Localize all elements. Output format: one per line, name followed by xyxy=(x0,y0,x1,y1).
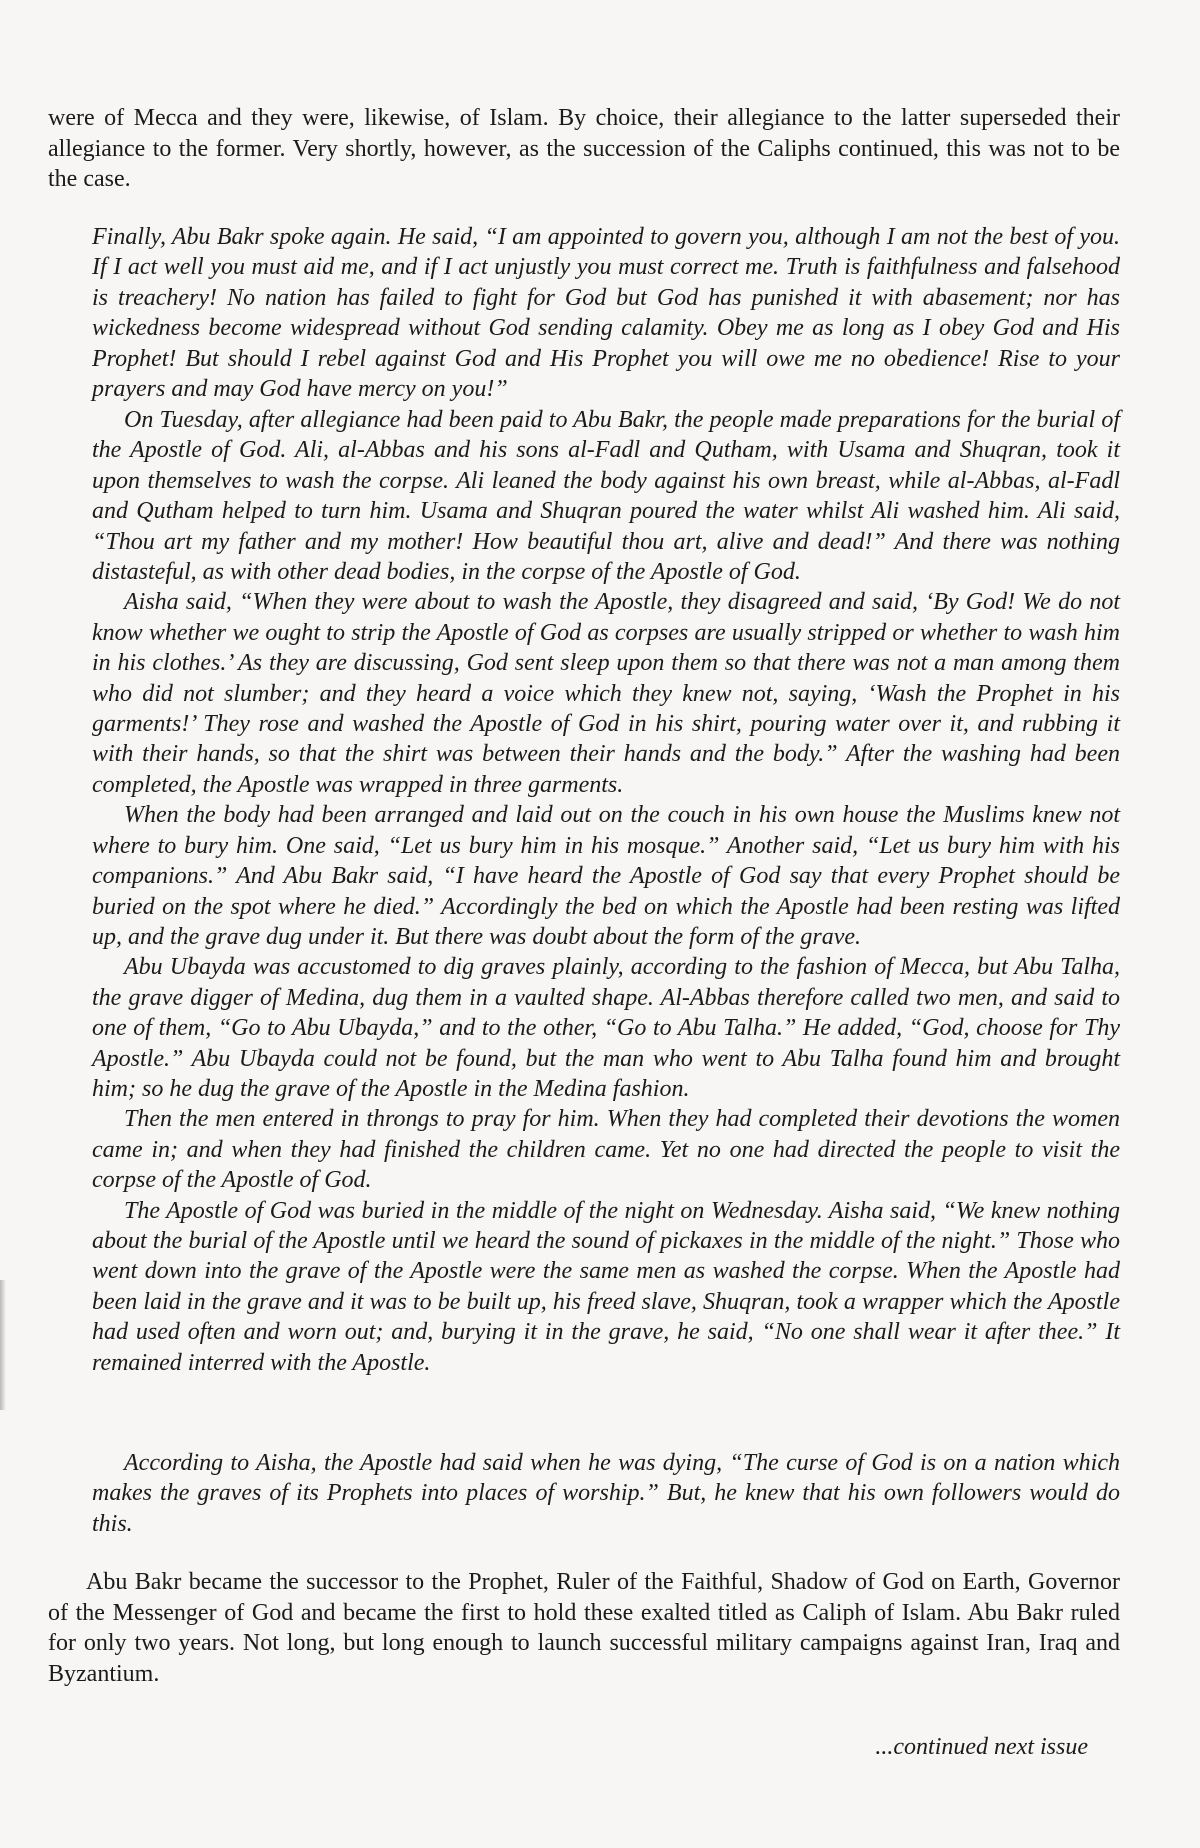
abu-bakr-speech-paragraph: Finally, Abu Bakr spoke again. He said, “I am appointed to govern you, although I am not the best of you. If I act well you must aid me, and if I act unjustly you must correct me. Truth is faithfulness and falsehood is treachery! No nation has failed to fight for God but God has punished it with abasement; nor has wickedness become widespread without God sending calamity. Obey me as long as I obey God and His Prophet! But should I rebel against God and His Prophet you will owe me no obedience! Rise to your prayers and may God have mercy on you!” xyxy=(92,224,1120,403)
intro-paragraph: were of Mecca and they were, likewise, of Islam. By choice, their allegiance to the latter superseded their allegiance to the former. Very shortly, however, as the succession of the Caliphs continued, this was not to be the case. xyxy=(48,105,1120,193)
narrative-paragraph-night-burial: The Apostle of God was buried in the middle of the night on Wednesday. Aisha said, “We knew nothing about the burial of the Apostle until we heard the sound of pickaxes in the middle of the night.” Those who went down into the grave of the Apostle were the same men as washed the corpse. When the Apostle had been laid in the grave and it was to be built up, his freed slave, Shuqran, took a wrapper which the Apostle had used often and worn out; and, burying it in the grave, he said, “No one shall wear it after thee.” It remained interred with the Apostle. xyxy=(92,1197,1120,1376)
burial-narrative xyxy=(92,405,1120,1378)
curse-paragraph: According to Aisha, the Apostle had said when he was dying, “The curse of God is on a nation which makes the graves of its Prophets into places of worship.” But, he knew that his own followers would do this. xyxy=(92,1450,1120,1537)
narrative-paragraph-tuesday: On Tuesday, after allegiance had been paid to Abu Bakr, the people made preparations for the burial of the Apostle of God. Ali, al-Abbas and his sons al-Fadl and Qutham, with Usama and Shuqran, took it upon themselves to wash the corpse. Ali leaned the body against his own breast, while al-Abbas, al-Fadl and Qutham helped to turn him. Usama and Shuqran poured the water whilst Ali washed him. Ali said, “Thou art my father and my mother! How beautiful thou art, alive and dead!” And there was nothing distasteful, as with other dead bodies, in the corpse of the Apostle of God. xyxy=(92,407,1120,586)
successor-paragraph: Abu Bakr became the successor to the Prophet, Ruler of the Faithful, Shadow of God on Earth, Governor of the Messenger of God and became the first to hold these exalted titled as Caliph of Islam. Abu Bakr ruled for only two years. Not long, but long enough to launch successful military campaigns against Iran, Iraq and Byzantium. xyxy=(48,1569,1120,1687)
page-edge-shadow xyxy=(0,1280,6,1410)
narrative-paragraph-grave-form: Abu Ubayda was accustomed to dig graves plainly, according to the fashion of Mecca, but Abu Talha, the grave digger of Medina, dug them in a vaulted shape. Al-Abbas therefore called two men, and said to one of them, “Go to Abu Ubayda,” and to the other, “Go to Abu Talha.” He added, “God, choose for Thy Apostle.” Abu Ubayda could not be found, but the man who went to Abu Talha found him and brought him; so he dug the grave of the Apostle in the Medina fashion. xyxy=(92,954,1120,1102)
narrative-paragraph-burial-place: When the body had been arranged and laid out on the couch in his own house the Muslims knew not where to bury him. One said, “Let us bury him in his mosque.” Another said, “Let us bury him with his companions.” And Abu Bakr said, “I have heard the Apostle of God say that every Prophet should be buried on the spot where he died.” Accordingly the bed on which the Apostle had been resting was lifted up, and the grave dug under it. But there was doubt about the form of the grave. xyxy=(92,802,1120,950)
continued-next-issue-note: ...continued next issue xyxy=(875,1734,1088,1760)
narrative-paragraph-aisha-washing: Aisha said, “When they were about to wash the Apostle, they disagreed and said, ‘By God! We do not know whether we ought to strip the Apostle of God as corpses are usually stripped or whether to wash him in his clothes.’ As they are discussing, God sent sleep upon them so that there was not a man among them who did not slumber; and they heard a voice which they knew not, saying, ‘Wash the Prophet in his garments!’ They rose and washed the Apostle of God in his shirt, pouring water over it, and rubbing it with their hands, so that the shirt was between their hands and the body.” After the washing had been completed, the Apostle was wrapped in three garments. xyxy=(92,589,1120,798)
narrative-paragraph-prayers: Then the men entered in throngs to pray for him. When they had completed their devotions the women came in; and when they had finished the children came. Yet no one had directed the people to visit the corpse of the Apostle of God. xyxy=(92,1106,1120,1194)
